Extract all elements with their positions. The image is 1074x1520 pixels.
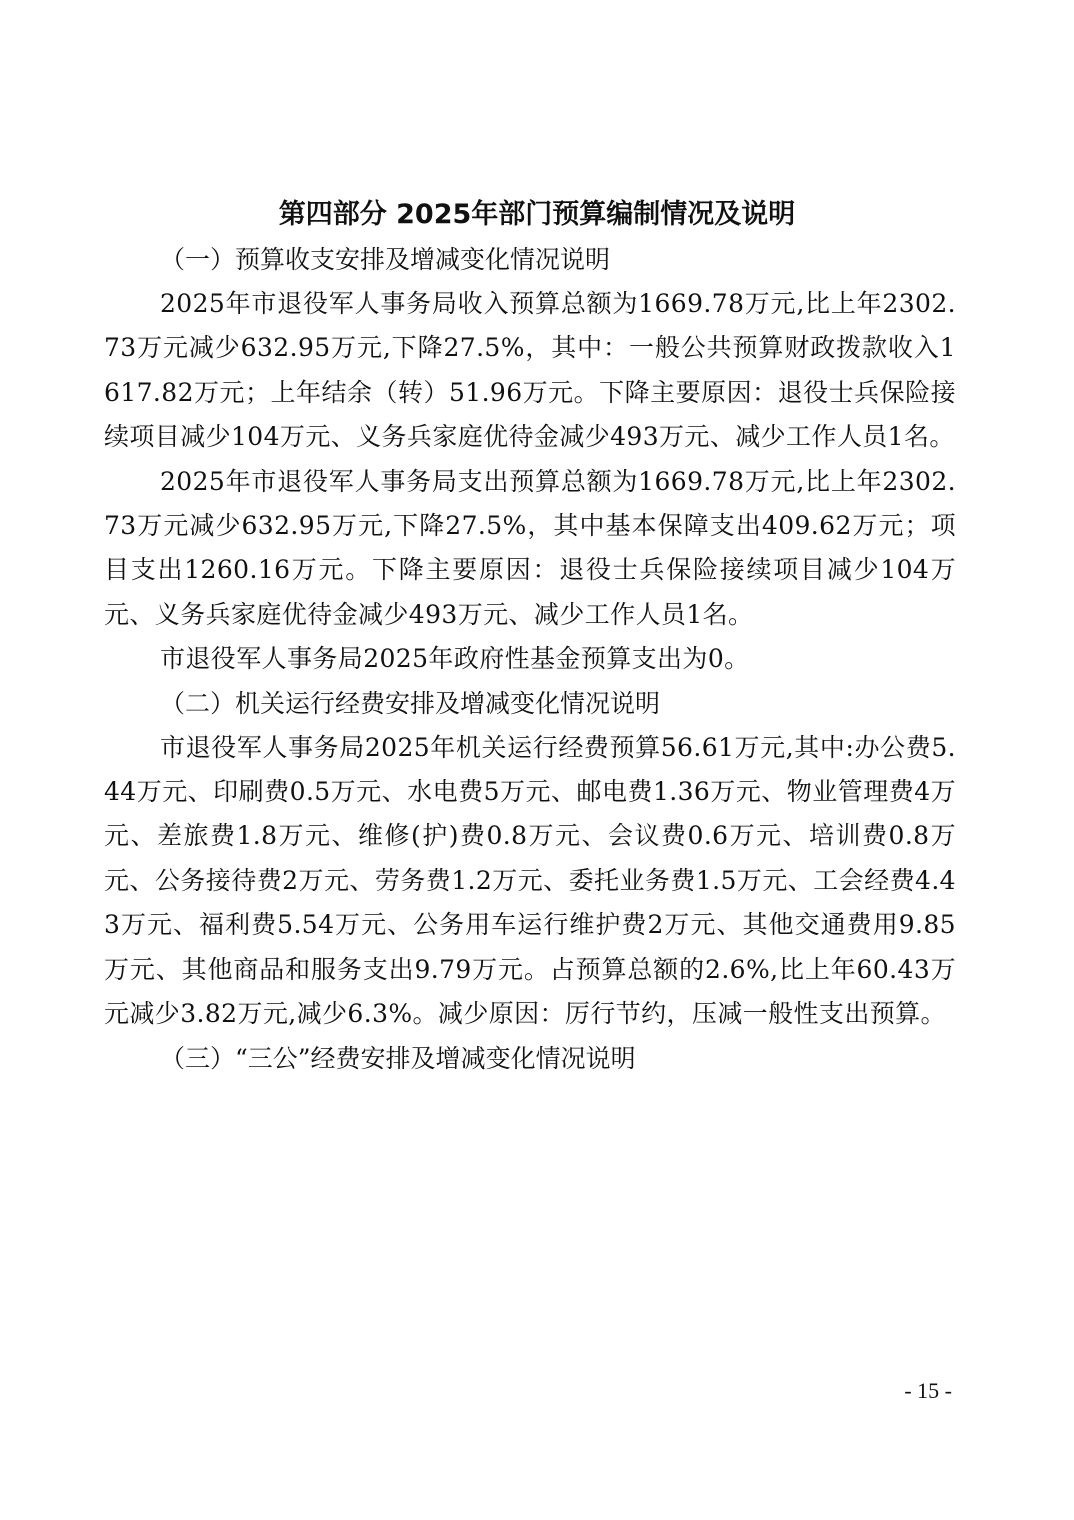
- paragraph-government-fund: 市退役军人事务局2025年政府性基金预算支出为0。: [160, 644, 750, 674]
- section-heading-1: （一）预算收支安排及增减变化情况说明: [160, 245, 611, 274]
- document-body: [104, 238, 956, 1081]
- document-title: 第四部分 2025年部门预算编制情况及说明: [278, 199, 796, 230]
- page-number: - 15 -: [904, 1378, 952, 1403]
- paragraph-income-budget: 2025年市退役军人事务局收入预算总额为1669.78万元,比上年2302.73万元减少632.95万元,下降27.5%，其中：一般公共预算财政拨款收入1617.82万元；上年结余（转）51.96万元。下降主要原因：退役士兵保险接续项目减少104万元、义务兵家庭优待金减少493万元、减少工作人员1名。: [104, 289, 956, 452]
- section-heading-3: （三）“三公”经费安排及增减变化情况说明: [160, 1043, 636, 1073]
- paragraph-operating-costs: 市退役军人事务局2025年机关运行经费预算56.61万元,其中:办公费5.44万元、印刷费0.5万元、水电费5万元、邮电费1.36万元、物业管理费4万元、差旅费1.8万元、维修(护)费0.8万元、会议费0.6万元、培训费0.8万元、公务接待费2万元、劳务费1.2万元、委托业务费1.5万元、工会经费4.43万元、福利费5.54万元、公务用车运行维护费2万元、其他交通费用9.85万元、其他商品和服务支出9.79万元。占预算总额的2.6%,比上年60.43万元减少3.82万元,减少6.3%。减少原因：厉行节约，压减一般性支出预算。: [104, 732, 956, 1029]
- paragraph-expenditure-budget: 2025年市退役军人事务局支出预算总额为1669.78万元,比上年2302.73万元减少632.95万元,下降27.5%，其中基本保障支出409.62万元；项目支出1260.16万元。下降主要原因：退役士兵保险接续项目减少104万元、义务兵家庭优待金减少493万元、减少工作人员1名。: [104, 466, 956, 629]
- section-heading-2: （二）机关运行经费安排及增减变化情况说明: [160, 688, 661, 718]
